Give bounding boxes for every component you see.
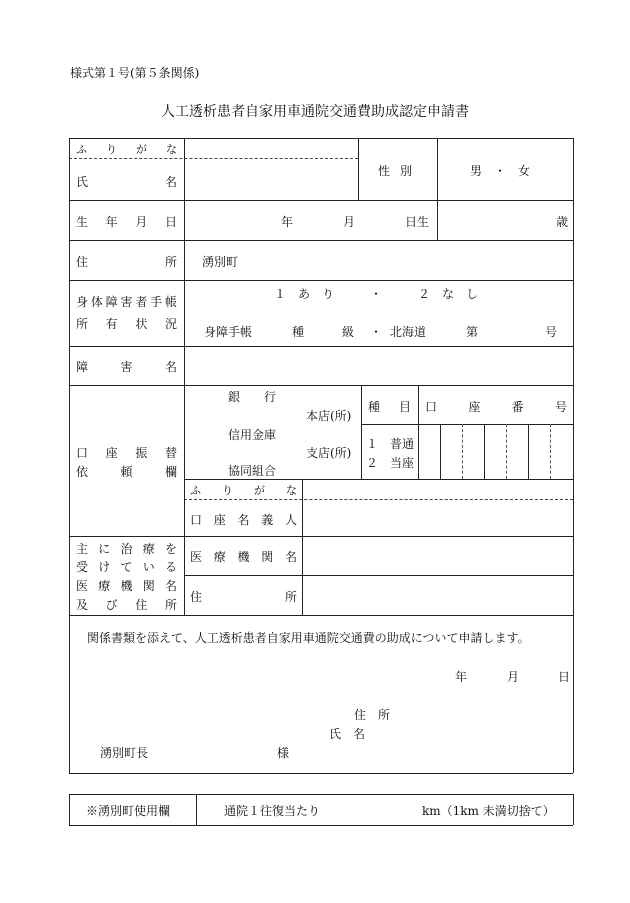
- birthdate-label: 生 年 月 日: [76, 215, 177, 229]
- address-label: 住 所: [76, 255, 177, 269]
- disability-label: 障 害 名: [76, 360, 177, 374]
- km-label: km（1km 未満切捨て）: [422, 804, 555, 818]
- handbook-options[interactable]: １ あ り ・ ２ な し: [274, 287, 479, 301]
- date-day: 日: [558, 670, 571, 684]
- type-option-current[interactable]: ２ 当座: [366, 456, 415, 470]
- bank-label: 銀 行: [228, 390, 277, 404]
- shiten-label: 支店(所): [306, 446, 352, 460]
- medical-label-3: 医 療 機 関 名: [76, 579, 177, 593]
- applicant-address-label: 住 所: [354, 708, 391, 722]
- form-number: 様式第１号(第５条関係): [70, 66, 200, 80]
- account-no-header: 口 座 番 号: [425, 400, 567, 414]
- gender-label: 性別: [378, 164, 423, 178]
- birth-day-unit: 日生: [405, 215, 430, 229]
- trip-label: 通院１往復当たり: [224, 804, 321, 818]
- applicant-name-label: 氏 名: [329, 727, 366, 741]
- handbook-status-label: 所 有 状 況: [76, 317, 177, 331]
- page-title: 人工透析患者自家用車通院交通費助成認定申請書: [161, 104, 469, 120]
- account-holder-label: 口 座 名 義 人: [190, 513, 297, 527]
- med-name-label: 医 療 機 関 名: [190, 550, 297, 564]
- kyodo-label: 協同組合: [228, 464, 277, 478]
- handbook-grade: 級: [342, 325, 355, 339]
- address-value[interactable]: 湧別町: [202, 255, 239, 269]
- medical-label-4: 及 び 住 所: [76, 598, 177, 612]
- gender-options[interactable]: 男 ・ 女: [470, 164, 531, 178]
- account-label: 口 座 振 替: [76, 446, 177, 460]
- shinkin-label: 信用金庫: [228, 428, 277, 442]
- disability-field[interactable]: [186, 348, 571, 383]
- account-request-label: 依 頼 欄: [76, 465, 177, 479]
- handbook-label: 身 体 障 害 者 手 帳: [76, 295, 177, 309]
- birth-month-unit: 月: [343, 215, 356, 229]
- sama-label: 様: [277, 746, 290, 760]
- mayor-label: 湧別町長: [100, 746, 149, 760]
- handbook-type: 身障手帳: [204, 325, 253, 339]
- handbook-class: 種: [292, 325, 305, 339]
- handbook-hokkaido: 北海道: [390, 325, 427, 339]
- statement: 関係書類を添えて、人工透析患者自家用車通院交通費の助成について申請します。: [87, 631, 530, 645]
- medical-label-2: 受 け て い る: [76, 560, 177, 574]
- medical-label-1: 主 に 治 療 を: [76, 542, 177, 556]
- office-use-label: ※湧別町使用欄: [86, 804, 171, 818]
- age-unit: 歳: [556, 215, 569, 229]
- handbook-dot: ・: [370, 325, 383, 339]
- handbook-go: 号: [545, 325, 558, 339]
- handbook-dai: 第: [466, 325, 479, 339]
- date-year: 年: [455, 670, 468, 684]
- name-field[interactable]: [186, 160, 356, 198]
- med-address-label: 住 所: [190, 590, 297, 604]
- honten-label: 本店(所): [306, 409, 352, 423]
- type-option-ordinary[interactable]: １ 普通: [366, 437, 415, 451]
- type-header: 種 目: [368, 400, 411, 414]
- birth-year-unit: 年: [281, 215, 294, 229]
- date-month: 月: [507, 670, 520, 684]
- furigana-label: ふ り が な: [76, 143, 177, 156]
- name-label: 氏 名: [76, 175, 177, 189]
- furigana2-label: ふ り が な: [190, 484, 297, 497]
